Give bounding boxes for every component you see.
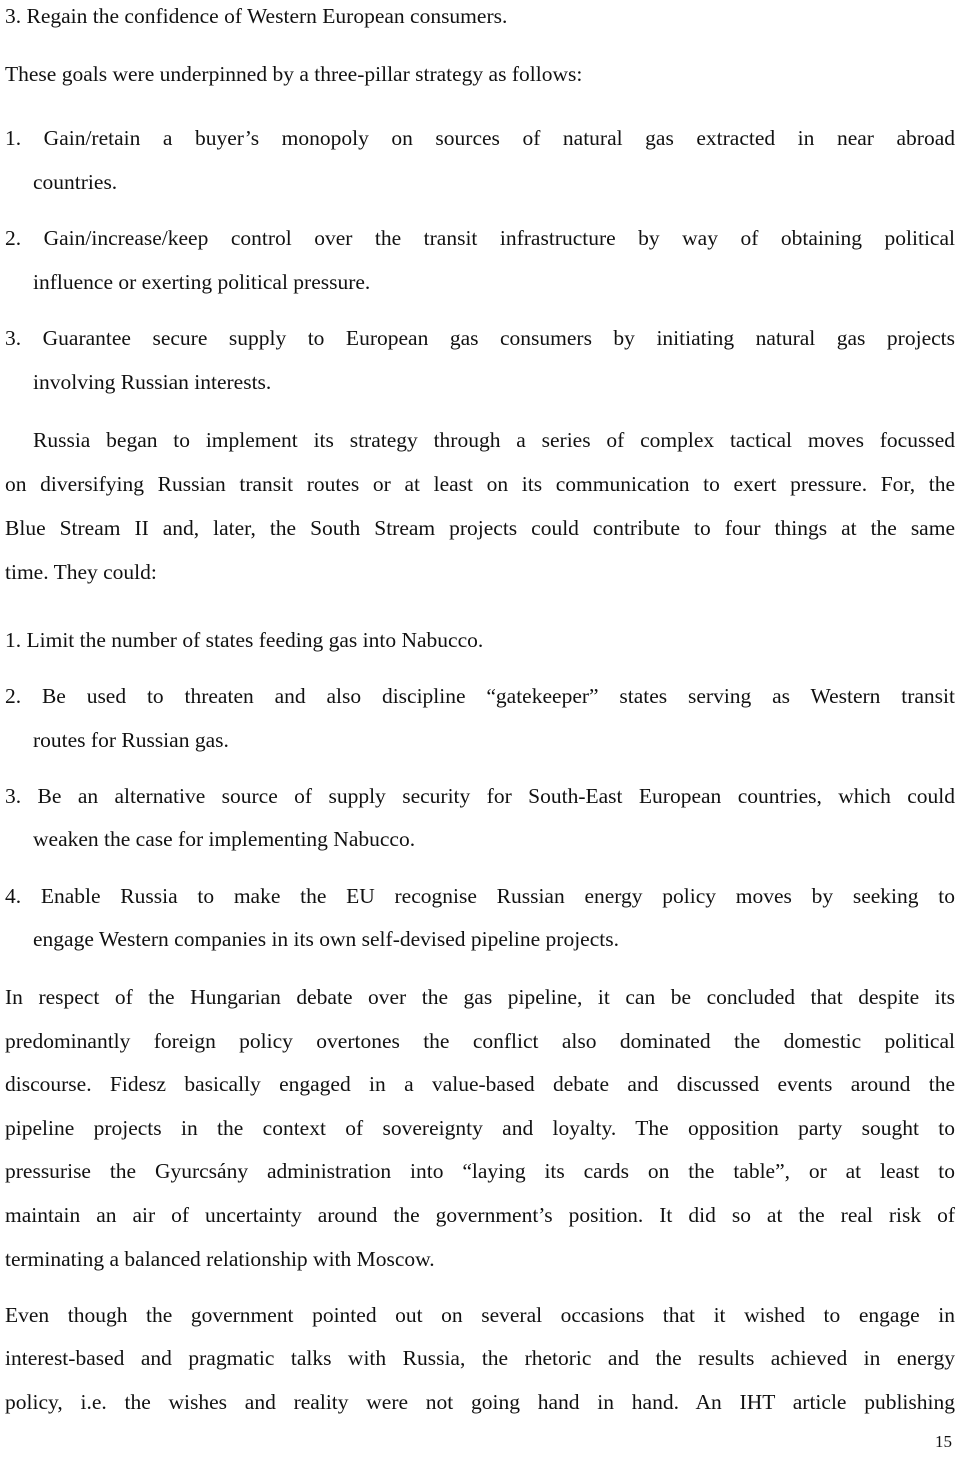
paragraph-2-line-1: In respect of the Hungarian debate over the gas pipeline, it can be concluded that despite its	[5, 985, 955, 1009]
pillar-2-line-2: influence or exerting political pressure.	[33, 270, 371, 294]
thing-4-line-2: engage Western companies in its own self-devised pipeline projects.	[33, 927, 619, 951]
pillar-2-line-1: 2. Gain/increase/keep control over the transit infrastructure by way of obtaining political	[5, 226, 955, 250]
page-number: 15	[935, 1432, 952, 1451]
strategy-intro: These goals were underpinned by a three-pillar strategy as follows:	[5, 62, 583, 86]
thing-3-line-2: weaken the case for implementing Nabucco.	[33, 827, 416, 851]
pillar-3-line-1: 3. Guarantee secure supply to European gas consumers by initiating natural gas projects	[5, 326, 955, 350]
paragraph-2-line-7: terminating a balanced relationship with Moscow.	[5, 1247, 435, 1271]
paragraph-3-line-1: Even though the government pointed out on several occasions that it wished to engage in	[5, 1303, 955, 1327]
paragraph-2-line-2: predominantly foreign policy overtones the conflict also dominated the domestic political	[5, 1029, 955, 1053]
thing-3-line-1: 3. Be an alternative source of supply security for South-East European countries, which could	[5, 784, 955, 808]
pillar-3-line-2: involving Russian interests.	[33, 370, 272, 394]
pillar-1-line-1: 1. Gain/retain a buyer’s monopoly on sources of natural gas extracted in near abroad	[5, 126, 955, 150]
paragraph-1-line-3: Blue Stream II and, later, the South Stream projects could contribute to four things at the same	[5, 516, 955, 540]
paragraph-1-line-2: on diversifying Russian transit routes or at least on its communication to exert pressure. For, the	[5, 472, 955, 496]
paragraph-1-line-4: time. They could:	[5, 560, 157, 584]
paragraph-2-line-5: pressurise the Gyurcsány administration into “laying its cards on the table”, or at least to	[5, 1159, 955, 1183]
paragraph-3-line-2: interest-based and pragmatic talks with Russia, the rhetoric and the results achieved in energy	[5, 1346, 955, 1370]
paragraph-3-line-3: policy, i.e. the wishes and reality were not going hand in hand. An IHT article publishing	[5, 1390, 955, 1414]
paragraph-2-line-4: pipeline projects in the context of sovereignty and loyalty. The opposition party sought to	[5, 1116, 955, 1140]
thing-4-line-1: 4. Enable Russia to make the EU recognise Russian energy policy moves by seeking to	[5, 884, 955, 908]
paragraph-2-line-3: discourse. Fidesz basically engaged in a value-based debate and discussed events around the	[5, 1072, 955, 1096]
paragraph-2-line-6: maintain an air of uncertainty around the government’s position. It did so at the real risk of	[5, 1203, 955, 1227]
thing-2-line-1: 2. Be used to threaten and also discipline “gatekeeper” states serving as Western transit	[5, 684, 955, 708]
paragraph-1-line-1: Russia began to implement its strategy through a series of complex tactical moves focussed	[33, 428, 955, 452]
pillar-1-line-2: countries.	[33, 170, 118, 194]
goal-item-3: 3. Regain the confidence of Western European consumers.	[5, 4, 508, 28]
thing-2-line-2: routes for Russian gas.	[33, 728, 229, 752]
thing-1: 1. Limit the number of states feeding gas into Nabucco.	[5, 628, 484, 652]
